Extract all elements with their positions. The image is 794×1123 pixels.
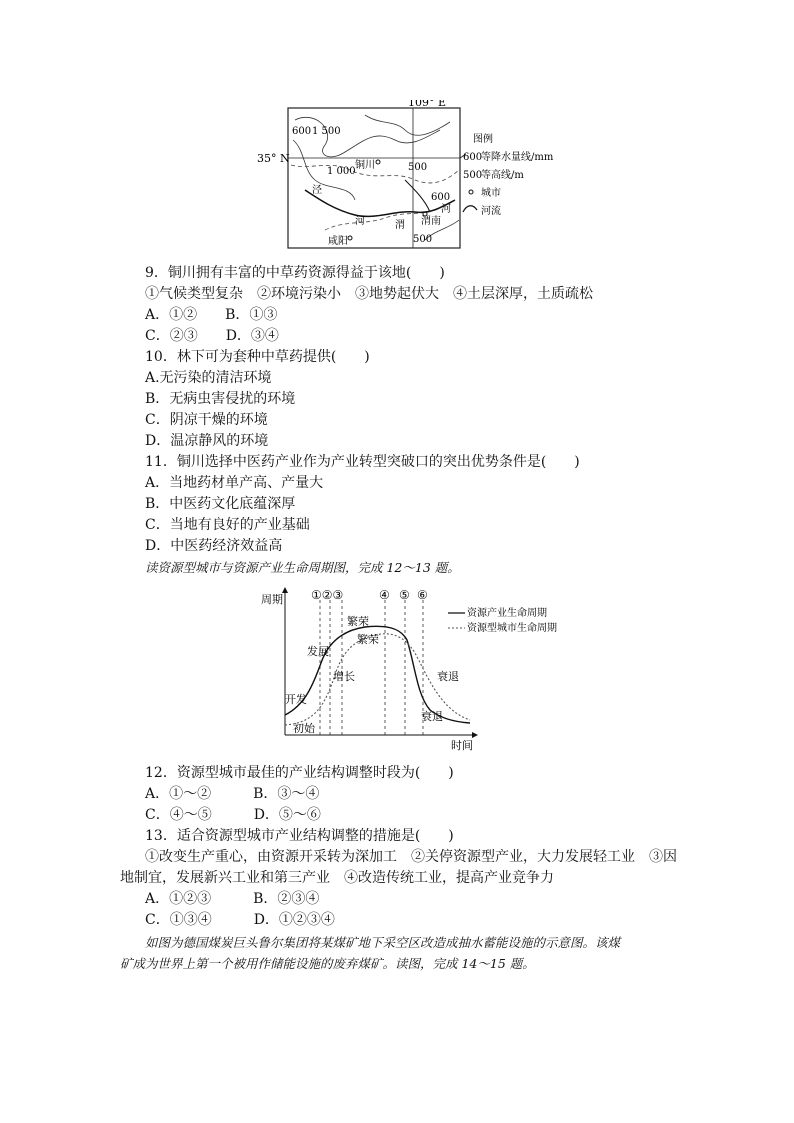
tongchuan-map-figure bbox=[255, 100, 575, 255]
map-legend-title: 图例 bbox=[473, 134, 493, 145]
x-axis-label: 时间 bbox=[451, 739, 473, 752]
map-city-label: 咸阳 bbox=[328, 236, 348, 247]
stage-label: 繁荣 bbox=[357, 633, 379, 646]
intro-14-15-line2: 矿成为世界上第一个被用作储能设施的废弃煤矿。读图，完成 14～15 题。 bbox=[120, 956, 535, 971]
life-cycle-chart-svg bbox=[255, 585, 585, 755]
q9-stem: 9．铜川拥有丰富的中草药资源得益于该地( ) bbox=[145, 265, 445, 281]
map-lon-label: 109° E bbox=[408, 100, 447, 109]
q11-stem: 11．铜川选择中医药产业作为产业转型突破口的突出优势条件是( ) bbox=[145, 454, 580, 470]
map-legend-sym: 600 bbox=[463, 152, 483, 163]
q13-options-line2: 地制宜，发展新兴工业和第三产业 ④改造传统工业，提高产业竞争力 bbox=[120, 870, 554, 886]
chart-marker-label: ①②③ bbox=[311, 588, 344, 602]
y-axis-label: 周期 bbox=[261, 593, 283, 606]
q9-choices-row1: A．①② B．①③ bbox=[145, 307, 278, 323]
map-city-label: 铜川 bbox=[355, 160, 375, 171]
q9-options: ①气候类型复杂 ②环境污染小 ③地势起伏大 ④土层深厚，土质疏松 bbox=[145, 286, 593, 302]
stage-label: 开发 bbox=[285, 693, 307, 706]
chart-marker-label: ⑤ bbox=[399, 588, 410, 602]
map-river-label: 泾 bbox=[312, 185, 322, 196]
q13-options-line1: ①改变生产重心，由资源开采转为深加工 ②关停资源型产业，大力发展轻工业 ③因 bbox=[145, 849, 677, 865]
q10-option-b: B．无病虫害侵扰的环境 bbox=[145, 391, 296, 407]
map-river-label: 河 bbox=[355, 216, 365, 227]
chart-marker-label: ⑥ bbox=[417, 588, 428, 602]
map-label: 600 bbox=[431, 192, 451, 203]
map-city-label: 渭南 bbox=[421, 216, 441, 227]
q9-choices-row2: C．②③ D．③④ bbox=[145, 328, 279, 344]
q10-stem: 10．林下可为套种中草药提供( ) bbox=[145, 349, 370, 365]
map-label: 500 bbox=[408, 162, 428, 173]
q11-option-a: A．当地药材单产高、产量大 bbox=[145, 475, 324, 491]
city-icon bbox=[376, 160, 380, 164]
map-legend-text: 等降水量线/mm bbox=[481, 152, 554, 163]
map-river-label: 渭 bbox=[395, 220, 405, 231]
map-lat-label: 35° N bbox=[257, 152, 290, 165]
q11-option-c: C．当地有良好的产业基础 bbox=[145, 517, 310, 533]
legend-entry: 资源型城市生命周期 bbox=[467, 623, 557, 634]
legend-entry: 资源产业生命周期 bbox=[467, 608, 547, 619]
stage-label: 衰退 bbox=[421, 710, 443, 723]
stage-label: 增长 bbox=[333, 670, 355, 683]
intro-12-13: 读资源型城市与资源产业生命周期图，完成 12～13 题。 bbox=[145, 560, 460, 575]
map-legend-text: 等高线/m bbox=[481, 170, 524, 181]
city-icon bbox=[469, 190, 473, 194]
intro-14-15-line1: 如图为德国煤炭巨头鲁尔集团将某煤矿地下采空区改造成抽水蓄能设施的示意图。该煤 bbox=[145, 935, 621, 950]
map-label: 600 bbox=[292, 126, 312, 137]
q10-option-d: D．温凉静风的环境 bbox=[145, 433, 269, 449]
q13-choices-row1: A．①②③ B．②③④ bbox=[145, 891, 320, 907]
life-cycle-chart-figure bbox=[255, 585, 585, 755]
q10-option-a: A.无污染的清洁环境 bbox=[145, 370, 272, 386]
stage-label: 初始 bbox=[293, 722, 315, 735]
map-river-label: 河 bbox=[441, 204, 451, 215]
map-legend-sym: 500 bbox=[463, 170, 483, 181]
q12-stem: 12．资源型城市最佳的产业结构调整时段为( ) bbox=[145, 765, 454, 781]
q12-choices-row1: A．①～② B．③～④ bbox=[145, 786, 320, 802]
map-legend-text: 河流 bbox=[481, 206, 501, 217]
map-svg bbox=[255, 100, 575, 255]
q13-stem: 13．适合资源型城市产业结构调整的措施是( ) bbox=[145, 828, 454, 844]
q13-choices-row2: C．①③④ D．①②③④ bbox=[145, 912, 335, 928]
map-label: 1 000 bbox=[327, 166, 356, 177]
stage-label: 衰退 bbox=[437, 670, 459, 683]
map-label: 1 500 bbox=[312, 126, 341, 137]
chart-marker-label: ④ bbox=[379, 588, 390, 602]
q11-option-b: B．中医药文化底蕴深厚 bbox=[145, 496, 296, 512]
q10-option-c: C．阴凉干燥的环境 bbox=[145, 412, 268, 428]
city-icon bbox=[348, 236, 352, 240]
stage-label: 繁荣 bbox=[347, 615, 369, 628]
stage-label: 发展 bbox=[307, 645, 329, 658]
map-label: 500 bbox=[413, 234, 433, 245]
map-legend-text: 城市 bbox=[481, 188, 501, 199]
q11-option-d: D．中医药经济效益高 bbox=[145, 538, 283, 554]
river-icon bbox=[463, 206, 477, 212]
q12-choices-row2: C．④～⑤ D．⑤～⑥ bbox=[145, 807, 321, 823]
